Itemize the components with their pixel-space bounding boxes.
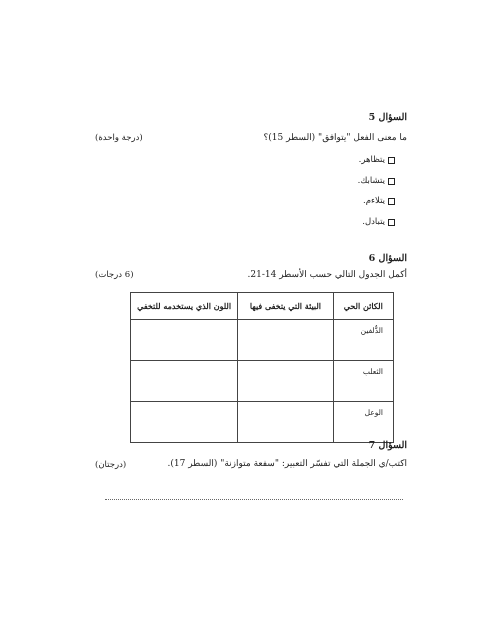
option-label: يتبادل. xyxy=(362,217,385,227)
checkbox-icon[interactable] xyxy=(388,178,395,185)
header-organism: الكائن الحي xyxy=(333,293,393,320)
cell-color-input[interactable] xyxy=(131,402,238,443)
q5-option-4[interactable] xyxy=(362,217,395,227)
q5-option-2[interactable] xyxy=(358,176,395,186)
cell-organism: الدُّلفين xyxy=(333,320,393,361)
q6-title: السؤال 6 xyxy=(368,253,407,264)
cell-color-input[interactable] xyxy=(131,320,238,361)
q7-points: (درجتان) xyxy=(95,460,127,470)
q5-title: السؤال 5 xyxy=(368,112,407,123)
header-environment: البيئة التي يتخفى فيها xyxy=(238,293,333,320)
q5-option-1[interactable] xyxy=(359,155,395,165)
cell-environment-input[interactable] xyxy=(238,361,333,402)
cell-environment-input[interactable] xyxy=(238,402,333,443)
q5-option-3[interactable] xyxy=(363,196,395,206)
cell-organism: الثعلب xyxy=(333,361,393,402)
table-row xyxy=(131,320,394,361)
q7-title: السؤال 7 xyxy=(368,440,407,451)
q6-table xyxy=(130,292,394,443)
checkbox-icon[interactable] xyxy=(388,219,395,226)
option-label: يتظاهر. xyxy=(358,155,385,165)
table-row xyxy=(131,361,394,402)
option-label: يتشابك. xyxy=(357,176,385,186)
checkbox-icon[interactable] xyxy=(388,157,395,164)
cell-organism: الوعل xyxy=(333,402,393,443)
cell-environment-input[interactable] xyxy=(238,320,333,361)
table-header-row xyxy=(131,293,394,320)
answer-line[interactable] xyxy=(105,499,403,500)
q7-question-text: اكتب/ي الجملة التي تفسّر التعبير: "سفعة متوازنة" (السطر 17). xyxy=(167,459,407,469)
q6-question-text: أكمل الجدول التالي حسب الأسطر 14-21. xyxy=(247,270,407,280)
q5-question-text: ما معنى الفعل "يتوافق" (السطر 15)؟ xyxy=(263,133,407,143)
q5-points: (درجة واحدة) xyxy=(95,133,143,143)
option-label: يتلاءم. xyxy=(363,196,385,206)
header-color: اللون الذي يستخدمه للتخفي xyxy=(131,293,238,320)
cell-color-input[interactable] xyxy=(131,361,238,402)
checkbox-icon[interactable] xyxy=(388,198,395,205)
q6-points: (6 درجات) xyxy=(95,270,134,280)
table-row xyxy=(131,402,394,443)
